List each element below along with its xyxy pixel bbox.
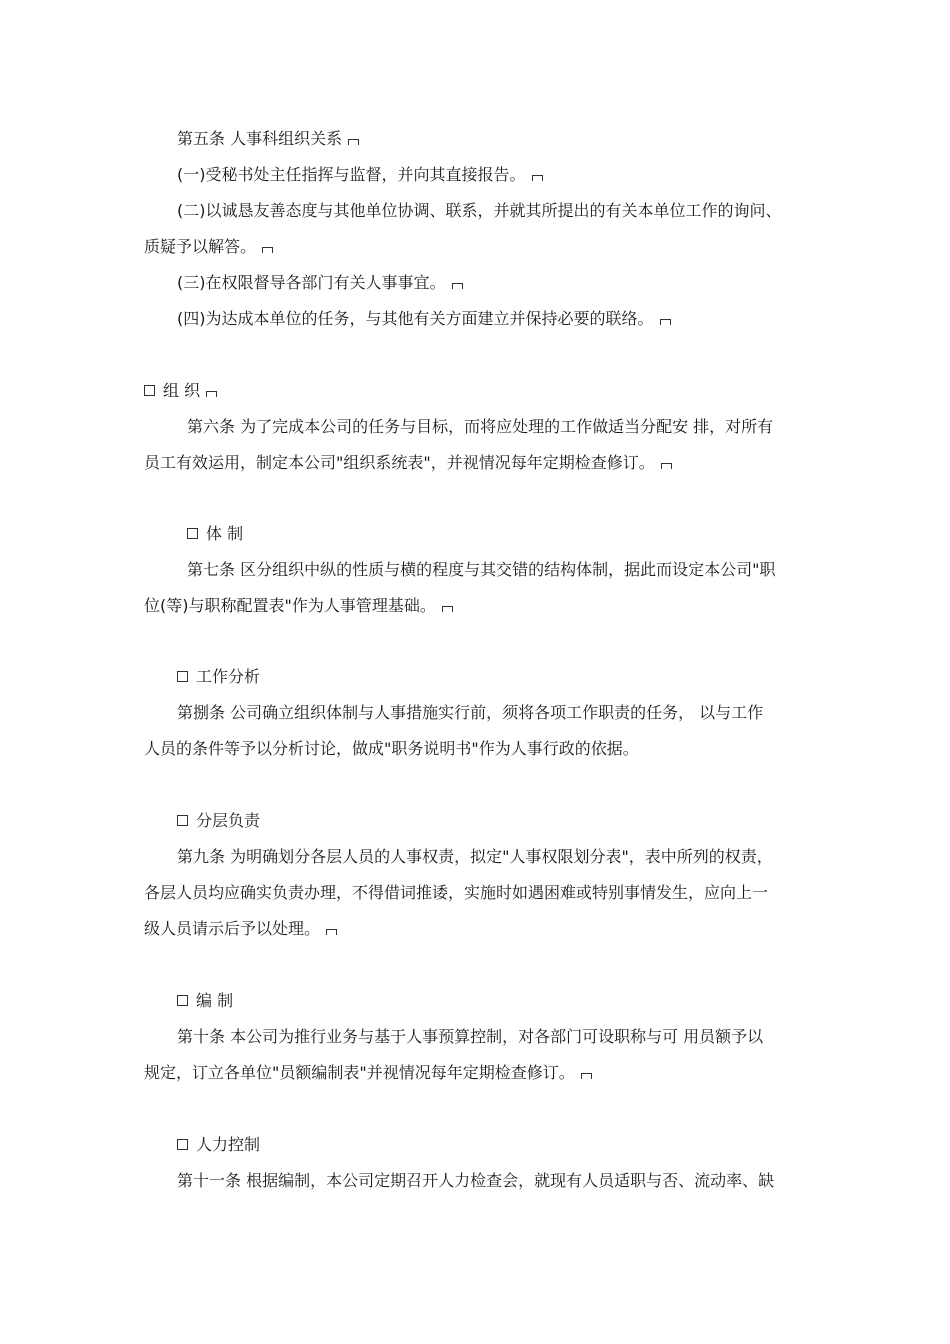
paragraph-mark-icon [660,319,671,325]
paragraph-mark-icon [442,606,453,612]
article-5-item-2-line-1: (二)以诚恳友善态度与其他单位协调、联系，并就其所提出的有关本单位工作的询问、 [177,201,782,220]
article-11-line-1: 第十一条 根据编制，本公司定期召开人力检查会，就现有人员适职与否、流动率、缺 [177,1171,775,1190]
paragraph-mark-icon [326,929,337,935]
article-5-item-4: (四)为达成本单位的任务，与其他有关方面建立并保持必要的联络。 [177,308,671,330]
paragraph-mark-icon [452,283,463,289]
article-9-line-2: 各层人员均应确实负责办理，不得借词推诿，实施时如遇困难或特别事情发生，应向上一 [144,883,769,902]
article-10-line-2: 规定，订立各单位"员额编制表"并视情况每年定期检查修订。 [144,1062,592,1084]
article-7-line-2: 位(等)与职称配置表"作为人事管理基础。 [144,595,453,617]
article-8-line-1: 第捌条 公司确立组织体制与人事措施实行前，须将各项工作职责的任务， 以与工作 [177,703,764,722]
paragraph-mark-icon [206,391,217,397]
section-heading-layered-responsibility: 分层负责 [177,810,260,832]
paragraph-mark-icon [348,139,359,145]
paragraph-mark-icon [262,247,273,253]
checkbox-square-icon [177,671,188,682]
section-heading-job-analysis: 工作分析 [177,666,260,688]
article-6-line-1: 第六条 为了完成本公司的任务与目标，而将应处理的工作做适当分配安 排，对所有 [187,417,774,436]
article-10-line-1: 第十条 本公司为推行业务与基于人事预算控制，对各部门可设职称与可 用员额予以 [177,1027,764,1046]
article-7-line-1: 第七条 区分组织中纵的性质与横的程度与其交错的结构体制，据此而设定本公司"职 [187,560,776,579]
checkbox-square-icon [177,815,188,826]
article-6-line-2: 员工有效运用，制定本公司"组织系统表"，并视情况每年定期检查修订。 [144,452,672,474]
checkbox-square-icon [177,995,188,1006]
article-8-line-2: 人员的条件等予以分析讨论，做成"职务说明书"作为人事行政的依据。 [144,739,639,758]
section-heading-staffing: 编 制 [177,990,233,1012]
section-heading-manpower-control: 人力控制 [177,1134,260,1156]
article-5-item-2-line-2: 质疑予以解答。 [144,236,273,258]
article-9-line-1: 第九条 为明确划分各层人员的人事权责，拟定"人事权限划分表"，表中所列的权责， [177,847,773,866]
paragraph-mark-icon [532,175,543,181]
article-5-title: 第五条 人事科组织关系 [177,128,359,150]
paragraph-mark-icon [661,463,672,469]
checkbox-square-icon [144,385,155,396]
paragraph-mark-icon [581,1073,592,1079]
article-5-item-3: (三)在权限督导各部门有关人事事宜。 [177,272,463,294]
article-9-line-3: 级人员请示后予以处理。 [144,918,337,940]
checkbox-square-icon [177,1139,188,1150]
section-heading-organization: 组 织 [144,380,217,402]
checkbox-square-icon [187,528,198,539]
article-5-item-1: (一)受秘书处主任指挥与监督，并向其直接报告。 [177,164,543,186]
section-heading-system: 体 制 [187,523,243,545]
